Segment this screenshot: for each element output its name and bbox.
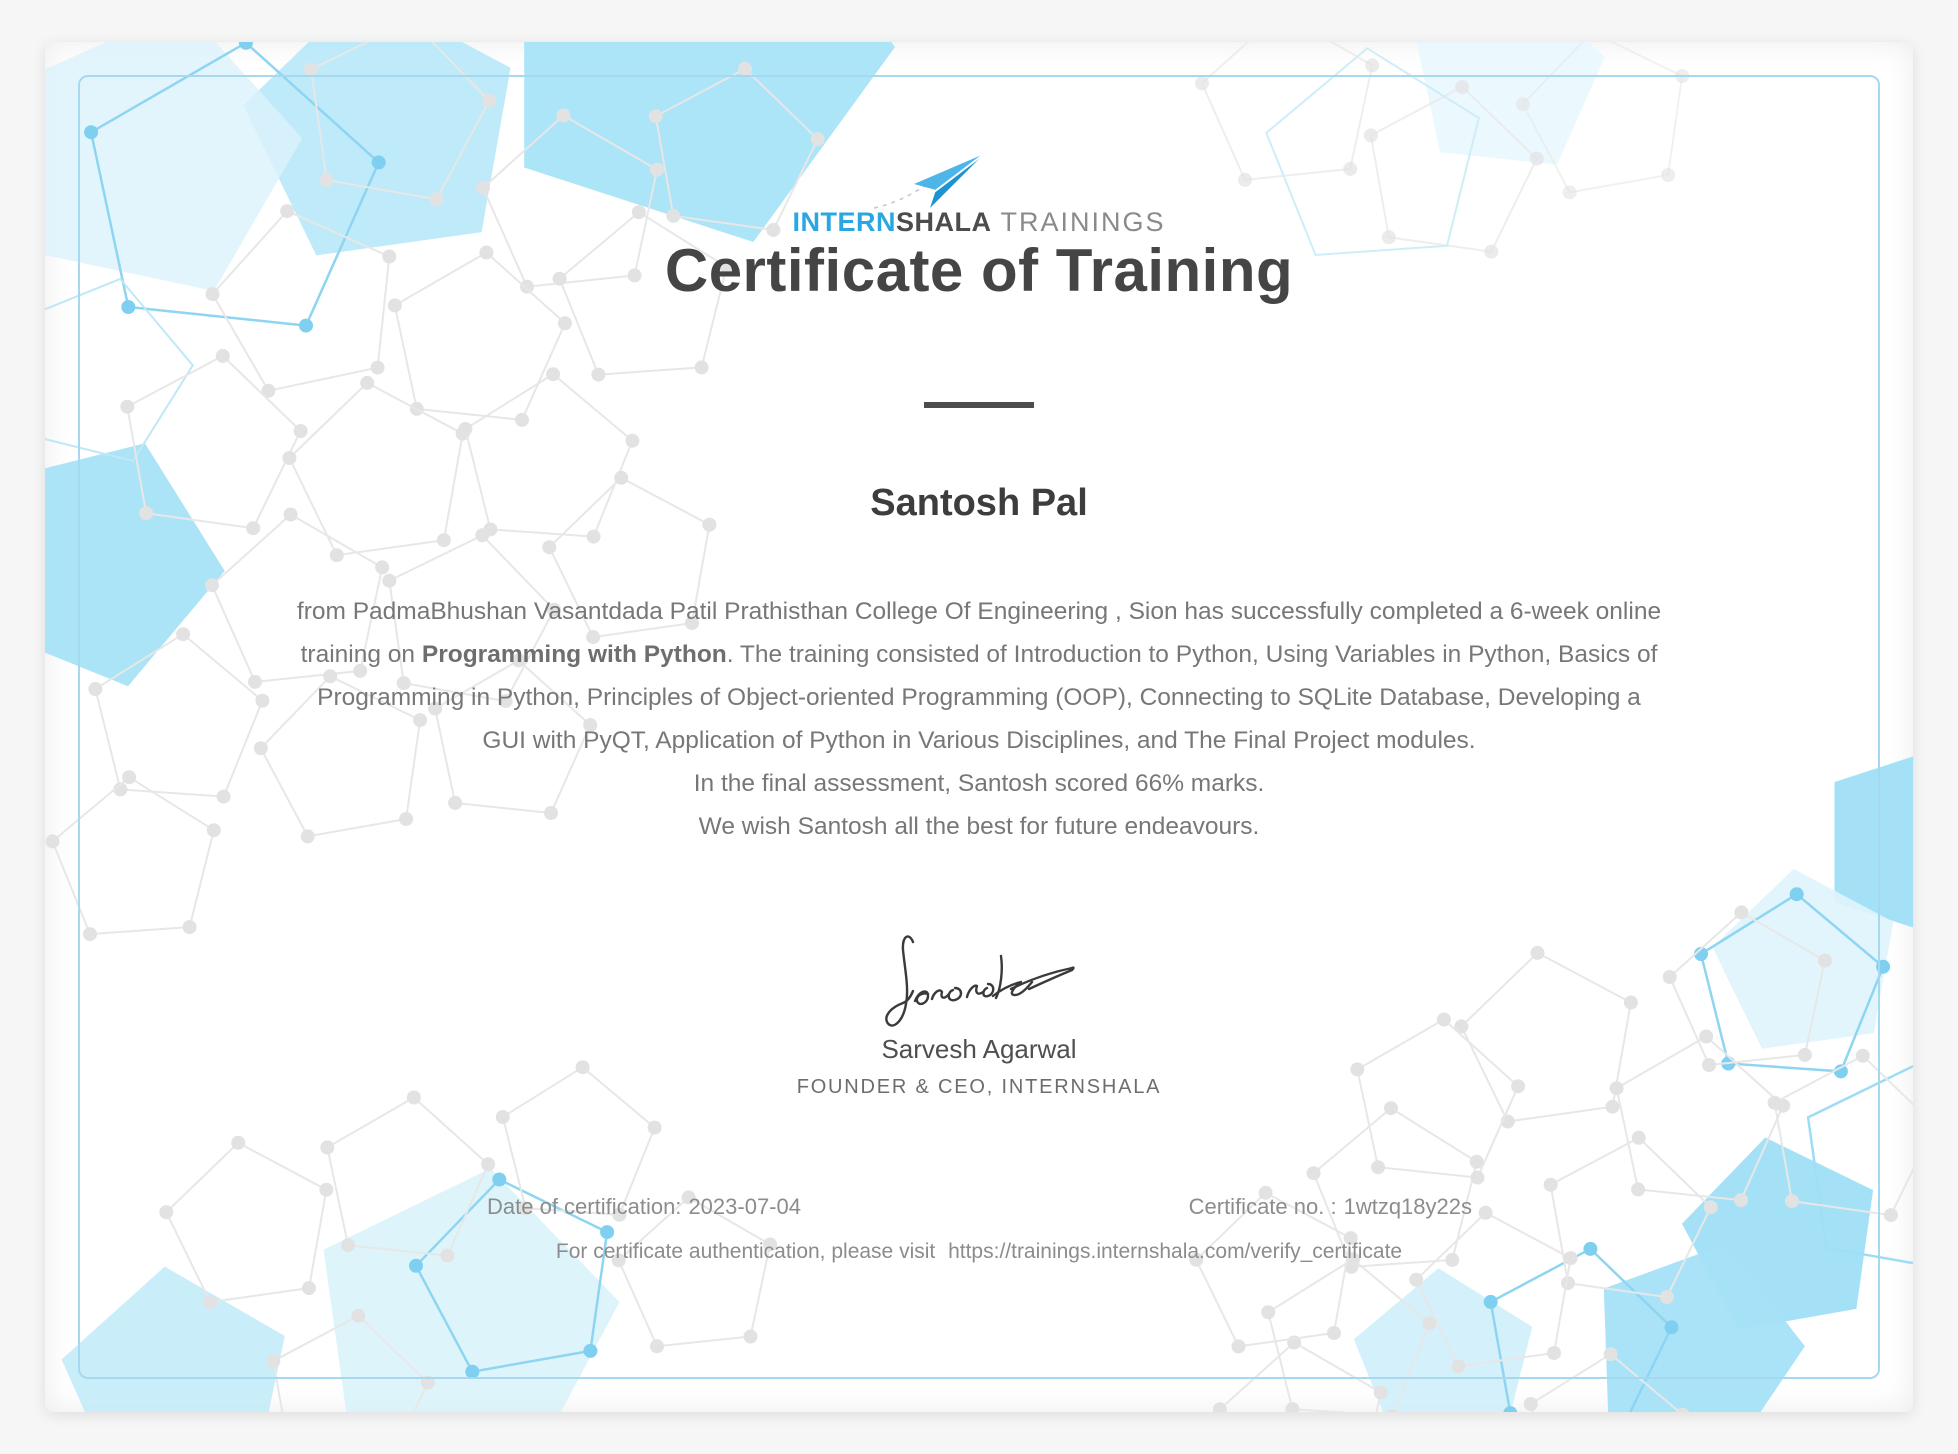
signature-block <box>45 930 1913 1034</box>
certificate-body-paragraph <box>294 590 1664 762</box>
certificate-number-label: Certificate no. : <box>1188 1194 1337 1219</box>
signatory-role: FOUNDER & CEO, INTERNSHALA <box>796 1076 1162 1098</box>
certificate-card <box>45 42 1913 1412</box>
recipient-name: Santosh Pal <box>870 482 1088 524</box>
certificate-number-value: 1wtzq18y22s <box>1343 1194 1472 1219</box>
signature-image <box>879 930 1079 1030</box>
closing-line: We wish Santosh all the best for future endeavours. <box>698 813 1260 840</box>
date-label: Date of certification: <box>487 1194 682 1219</box>
footer-row <box>487 1192 1472 1222</box>
body-intro-text: from PadmaBhushan Vasantdada Patil Prathisthan College Of Engineering , Sion has successfully completed a 6-week online training on <box>296 598 1662 668</box>
body-details-text: . The training consisted of Introduction to Python, Using Variables in Python, Basics of Programming in Python, Principles of Object-oriented Programming (OOP), Connecting to SQLite Database, Developing a GUI with PyQT, Application of Python in Various Disciplines, and The Final Project modules. <box>317 641 1658 754</box>
certificate-body <box>294 590 1664 848</box>
date-value: 2023-07-04 <box>688 1194 801 1219</box>
certificate-number <box>1189 1192 1472 1222</box>
logo-trainings-text: TRAININGS <box>1000 207 1166 237</box>
verification-note <box>45 1238 1913 1266</box>
assessment-line: In the final assessment, Santosh scored 66% marks. <box>693 770 1265 797</box>
paper-plane-icon <box>870 152 994 212</box>
verification-text: For certificate authentication, please visit <box>555 1240 936 1263</box>
title-divider <box>924 402 1034 408</box>
certification-date <box>487 1192 801 1222</box>
verification-url[interactable]: https://trainings.internshala.com/verify_certificate <box>948 1240 1403 1263</box>
certificate-title: Certificate of Training <box>664 237 1294 304</box>
signatory-name: Sarvesh Agarwal <box>881 1034 1077 1064</box>
course-name: Programming with Python <box>421 641 727 668</box>
logo-shala-text: SHALA <box>895 207 992 237</box>
logo-intern-text: INTERN <box>792 207 896 237</box>
